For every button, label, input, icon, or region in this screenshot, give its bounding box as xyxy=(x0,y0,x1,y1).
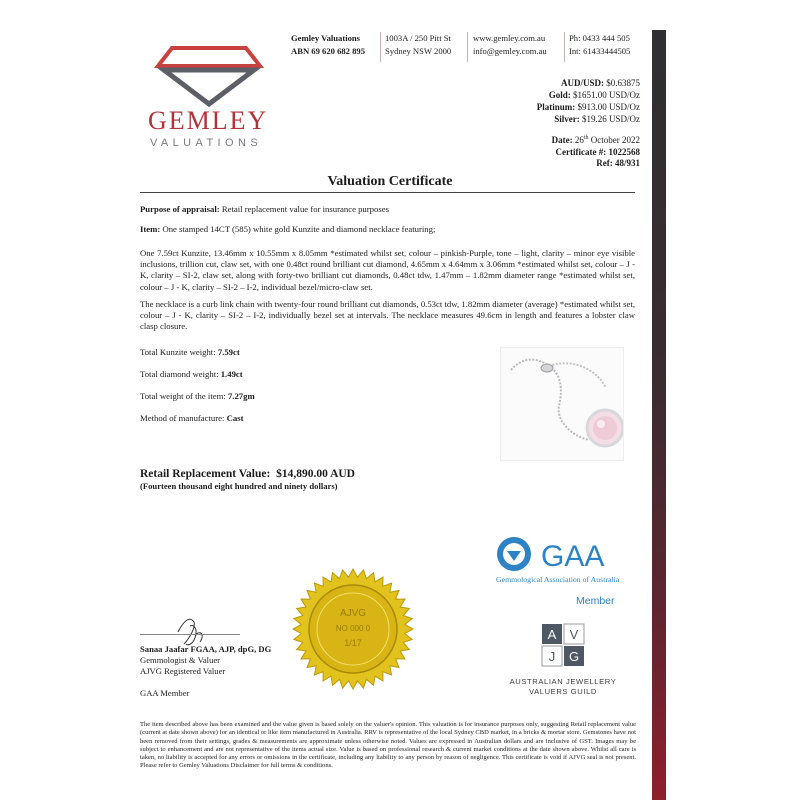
title-underline xyxy=(140,192,635,193)
aud-usd-value: $0.63875 xyxy=(606,78,640,88)
date-rest: October 2022 xyxy=(590,135,640,145)
header-divider xyxy=(467,32,468,62)
ref-number: 48/931 xyxy=(614,158,640,168)
address-line-1: 1003A / 250 Pitt St xyxy=(385,33,451,43)
page-title: Valuation Certificate xyxy=(327,174,453,189)
ref-label: Ref: xyxy=(596,158,613,168)
item-value: One stamped 14CT (585) white gold Kunzite and diamond necklace featuring; xyxy=(162,224,436,234)
header-divider xyxy=(564,32,565,62)
company-abn: ABN 69 620 682 895 xyxy=(291,45,366,56)
gaa-emblem-icon xyxy=(496,534,636,614)
ajvg-gold-seal xyxy=(292,568,414,690)
ajvg-emblem-icon xyxy=(496,620,636,700)
address-line-2: Sydney NSW 2000 xyxy=(385,45,452,56)
ajvg-letter-a: A xyxy=(547,627,557,642)
silver-value: $19.26 USD/Oz xyxy=(582,114,640,124)
silver-label: Silver: xyxy=(554,114,580,124)
retail-value-label: Retail Replacement Value: xyxy=(140,468,271,480)
address-block xyxy=(385,32,451,57)
valuer-registration: AJVG Registered Valuer xyxy=(140,666,226,676)
certificate-meta xyxy=(552,133,640,170)
item-weight-line xyxy=(140,391,255,401)
kunzite-weight-value: 7.59ct xyxy=(217,347,240,357)
gold-label: Gold: xyxy=(548,90,571,100)
retail-value-words: (Fourteen thousand eight hundred and ninety dollars) xyxy=(140,481,338,491)
website-link[interactable]: www.gemley.com.au xyxy=(473,33,546,43)
ajvg-name-line-2: VALUERS GUILD xyxy=(528,687,598,696)
purpose-line xyxy=(140,204,635,215)
platinum-label: Platinum: xyxy=(536,102,576,112)
ajvg-letter-j: J xyxy=(548,649,556,664)
header-divider xyxy=(380,32,381,62)
item-label: Item: xyxy=(140,224,161,234)
logo-name: GEMLEY xyxy=(148,106,269,135)
metal-rates xyxy=(537,77,640,125)
valuer-role: Gemmologist & Valuer xyxy=(140,655,221,665)
diamond-weight-label: Total diamond weight: xyxy=(140,369,219,379)
decorative-side-bar xyxy=(652,30,666,800)
diamond-weight-line xyxy=(140,369,243,379)
purpose-label: Purpose of appraisal: xyxy=(140,204,220,214)
certificate-number: 1022568 xyxy=(608,146,640,157)
retail-value-amount: $14,890.00 AUD xyxy=(276,468,355,480)
necklace-photo xyxy=(500,347,624,461)
valuer-block xyxy=(140,644,271,677)
aud-usd-label: AUD/USD: xyxy=(560,78,604,88)
seal-text-1: AJVG xyxy=(339,608,367,619)
phone: Ph: 0433 444 505 xyxy=(569,33,630,43)
ajvg-logo-block xyxy=(496,620,636,705)
kunzite-weight-line xyxy=(140,347,240,357)
manufacture-line xyxy=(140,413,244,423)
seal-text-2: NO 000 0 xyxy=(335,624,371,633)
gaa-logo-block xyxy=(496,534,636,619)
logo-subtext: VALUATIONS xyxy=(150,137,263,149)
gold-value: $1651.00 USD/Oz xyxy=(573,90,640,100)
certificate-label: Certificate #: xyxy=(555,146,607,157)
web-block xyxy=(473,32,547,57)
item-weight-value: 7.27gm xyxy=(227,391,255,401)
seal-text-3: 1/17 xyxy=(344,638,362,648)
gaa-full-name: Gemmological Association of Australia xyxy=(496,575,620,584)
platinum-value: $913.00 USD/Oz xyxy=(577,102,640,112)
kunzite-weight-label: Total Kunzite weight: xyxy=(140,347,216,357)
email-link[interactable]: info@gemley.com.au xyxy=(473,45,547,56)
ajvg-letter-g: G xyxy=(568,649,580,664)
manufacture-value: Cast xyxy=(226,413,244,423)
item-line xyxy=(140,224,635,235)
ajvg-name-line-1: AUSTRALIAN JEWELLERY xyxy=(509,677,617,686)
gaa-member-label: Member xyxy=(576,595,615,607)
intl-phone: Int: 61433444505 xyxy=(569,45,631,56)
date-suffix: th xyxy=(583,135,589,141)
manufacture-label: Method of manufacture: xyxy=(140,413,225,423)
diamond-weight-value: 1.49ct xyxy=(220,369,243,379)
company-name: Gemley Valuations xyxy=(291,33,360,43)
date-label: Date: xyxy=(551,135,573,145)
description-paragraph-1: One 7.59ct Kunzite, 13.46mm x 10.55mm x 8.05mm *estimated whilst set, colour – pinkish-Purple, tone – light, clarity – minor eye visible inclusions, trillion cut, claw set, with one 0.48ct round brilliant cut diamond, 4.65mm x 4.64mm x 3.06mm *estimated whilst set, colour – J - K, clarity – SI-2, claw set, along with forty-two brilliant cut diamonds, 0.48ct tdw, 1.47mm – 1.82mm diameter range *estimated whilst set, colour – J - K, clarity – SI-2 – I-2, individual bezel/micro-claw set. xyxy=(140,248,635,292)
item-weight-label: Total weight of the item: xyxy=(140,391,226,401)
purpose-value: Retail replacement value for insurance purposes xyxy=(221,204,389,214)
disclaimer: The item described above has been examined and the value given is based solely on the valuer's opinion. This valuation is for insurance purposes only, suggesting Retail replacement value (current at date shown above) for an identical or like item manufactured in Australia. RRV is representative of the local Sydney CBD market, in a bricks & mortar store. Gemstones have not been removed from their settings, grades & measurements are approximate unless otherwise noted. Values are expressed in Australian dollars and are inclusive of GST. Images may be subject to enhancement and are not representative of the items actual size. Value is based on professional research & current market conditions at the date shown above. Whilst all care is taken, no liability is accepted for any errors or omissions in the certificate, including any liability to any person by reason of negligence. This certificate is void if AJVG seal is not present. Please refer to Gemley Valuations Disclaimer for full terms & conditions. xyxy=(140,721,636,770)
date-day: 26 xyxy=(574,135,584,145)
valuer-membership: GAA Member xyxy=(140,688,190,698)
valuer-name: Sanaa Jaafar FGAA, AJP, dpG, DG xyxy=(140,644,272,654)
gaa-logo-text: GAA xyxy=(541,540,605,573)
description-paragraph-2: The necklace is a curb link chain with twenty-four round brilliant cut diamonds, 0.53ct tdw, 1.82mm diameter (average) *estimated whilst set, colour – J - K, clarity – SI-2 – I-2, individually bezel set at intervals. The necklace measures 49.6cm in length and features a lobster claw clasp closure. xyxy=(140,299,635,332)
signature-line xyxy=(140,634,240,635)
company-block xyxy=(291,32,365,57)
retail-value-line xyxy=(140,468,355,480)
ajvg-letter-v: V xyxy=(569,627,579,642)
phone-block xyxy=(569,32,630,57)
